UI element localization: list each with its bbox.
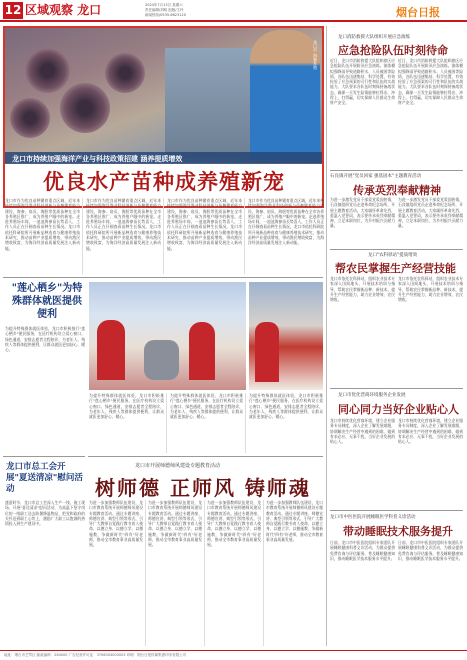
sea-urchin-image (60, 83, 110, 133)
right-story-5-body-a: 日前，龙口市中医医院组织专家团队开展睡眠健康科普义诊活动，为群众提供免费咨询与评估服务，普及睡眠健康知识，推动睡眠医学技术服务水平提升。 (330, 540, 395, 561)
lead-body-col-3: 龙口市作为优良苗种繁育重点区域，近年来持续加强海洋渔业科技创新与苗种繁育能力建设，海参、扇贝、海胆等优质苗种在全市各养殖区推广，成为养殖户眼中的新宠。走进养殖场车间，一池池海参苗长势喜人，工作人员正在仔细查看苗种生长情况。龙口市依托科研院所开展新品种选育与健康养殖技术研究，推动苗种产业提质增效，带动渔民增收致富，为海洋经济高质量发展注入新动能。 (167, 198, 245, 274)
mid-body-col-3: 为提升特殊群体就医体验，龙口市积极推行"莲心栖乡"便民服务，在医疗机构设立爱心窗口、绿色通道，安排志愿者全程陪诊，为老年人、残疾人等群体提供便利，让群众就医更加舒心、暖心。 (170, 393, 246, 453)
section-title: 区域观察 龙口 (25, 3, 102, 17)
divider (88, 456, 323, 457)
header-meta: 2024年7月13日 星期六 责任编辑/刘明 组版/王玲 新闻热线/0535-6623120 (145, 3, 186, 17)
photo-caption: 龙口市持续加强海洋产业与科技政策招建 涵养提质增效 (12, 155, 183, 163)
mid-photo-volunteers (89, 282, 246, 390)
right-story-2-body-a: 为进一步激发党员干部爱党爱国热情，石良镇组织党员走进革命纪念场所，开展主题教育活动。大家缅怀革命先烈，重温入党誓词，表示要传承英烈奉献精神，立足本职岗位，为乡村振兴贡献力量。 (330, 197, 395, 229)
left-story-headline: 龙口市总工会开展"夏送清凉"慰问活动 (6, 462, 83, 494)
right-story-5-headline: 带动睡眠技术服务提升 (343, 525, 453, 538)
bottom-body-col-3: 为进一步加强教师队伍建设，龙口市教育系统开展师德师风建设专题教育活动。通过专题讲座、师德宣讲、典型引领等形式，引导广大教师自觉践行教书育人使命，以德立身、以德立学、以德施教，争做新时代"四有"好老师，推动全市教育事业高质量发展。 (207, 500, 264, 646)
mid-photo-clinic (249, 282, 323, 390)
lead-headline: 优良水产苗种成养殖新宠 (43, 169, 285, 194)
bottom-story-kicker: 龙口市开展师德师风建设专题教育活动 (135, 463, 221, 469)
right-story-1-headline: 应急抢险队伍时刻待命 (338, 44, 448, 57)
right-story-4-body-b: 龙口市持续优化营商环境，建立企业服务专员制度，深入企业了解发展难题，协调解决生产经营中遇到的困难，做到有求必应、无事不扰，当好企业发展的贴心人。 (398, 418, 463, 445)
left-story-body: 盛夏时节，龙口市总工会深入生产一线、施工现场，开展"夏送清凉"慰问活动，为高温下坚守岗位的一线职工送去防暑降温物品，把党和政府的关怀送到职工心坎上，激励广大职工以饱满的热情投入到生产建设中。 (5, 500, 85, 527)
right-story-3-body-a: 龙口市依托农科驿站，组织农业技术专家深入田间地头，开展技术培训与指导，帮助农民掌握新品种、新技术，提升生产经营能力，助力农业增效、农民增收。 (330, 276, 395, 303)
page-footer: 地址：烟台市芝罘区 邮政编码：264000 广告经营许可证：3706004000003 印刷：烟台日报传媒集团印务有限公司 (0, 650, 467, 660)
right-story-5-kicker: 龙口市中医医院开展睡眠医学科普义诊活动 (330, 515, 416, 520)
divider (330, 249, 463, 250)
bottom-body-col-2: 为进一步加强教师队伍建设，龙口市教育系统开展师德师风建设专题教育活动。通过专题讲座、师德宣讲、典型引领等形式，引导广大教师自觉践行教书育人使命，以德立身、以德立学、以德施教，争做新时代"四有"好老师，推动全市教育事业高质量发展。 (148, 500, 205, 646)
volunteer-figure (97, 320, 125, 380)
sea-urchin-image (105, 53, 145, 93)
right-story-2-headline: 传承英烈奉献精神 (353, 184, 441, 197)
divider (330, 510, 463, 511)
mid-story-headline: "莲心栖乡"为特殊群体就医提供便利 (11, 283, 83, 320)
volunteer-figure (189, 322, 215, 380)
right-story-5-body-b: 日前，龙口市中医医院组织专家团队开展睡眠健康科普义诊活动，为群众提供免费咨询与评估服务，普及睡眠健康知识，推动睡眠医学技术服务水平提升。 (398, 540, 463, 561)
tank-image (165, 48, 255, 158)
lead-body-col-1: 龙口市作为优良苗种繁育重点区域，近年来持续加强海洋渔业科技创新与苗种繁育能力建设，海参、扇贝、海胆等优质苗种在全市各养殖区推广，成为养殖户眼中的新宠。走进养殖场车间，一池池海参苗长势喜人，工作人员正在仔细查看苗种生长情况。龙口市依托科研院所开展新品种选育与健康养殖技术研究，推动苗种产业提质增效，带动渔民增收致富，为海洋经济高质量发展注入新动能。 (5, 198, 83, 274)
volunteer-figure (255, 322, 279, 382)
divider (330, 388, 463, 389)
sea-urchin-image (25, 48, 70, 93)
mid-body-col-4: 为提升特殊群体就医体验，龙口市积极推行"莲心栖乡"便民服务，在医疗机构设立爱心窗口、绿色通道，安排志愿者全程陪诊，为老年人、残疾人等群体提供便利，让群众就医更加舒心、暖心。 (249, 393, 323, 420)
lead-body-col-2: 龙口市作为优良苗种繁育重点区域，近年来持续加强海洋渔业科技创新与苗种繁育能力建设，海参、扇贝、海胆等优质苗种在全市各养殖区推广，成为养殖户眼中的新宠。走进养殖场车间，一池池海参苗长势喜人，工作人员正在仔细查看苗种生长情况。龙口市依托科研院所开展新品种选育与健康养殖技术研究，推动苗种产业提质增效，带动渔民增收致富，为海洋经济高质量发展注入新动能。 (86, 198, 164, 274)
divider (330, 170, 463, 171)
page-number: 12 (4, 3, 22, 17)
mid-story-body: 为提升特殊群体就医体验，龙口市积极推行"莲心栖乡"便民服务，在医疗机构设立爱心窗口、绿色通道，安排志愿者全程陪诊，为老年人、残疾人等群体提供便利，让群众就医更加舒心、暖心。 (5, 326, 85, 353)
wheelchair-figure (144, 340, 179, 380)
right-story-4-headline: 同心同力当好企业贴心人 (338, 403, 459, 416)
bottom-body-col-4: 为进一步加强教师队伍建设，龙口市教育系统开展师德师风建设专题教育活动。通过专题讲座、师德宣讲、典型引领等形式，引导广大教师自觉践行教书育人使命，以德立身、以德立学、以德施教，争做新时代"四有"好老师，推动全市教育事业高质量发展。 (266, 500, 323, 543)
divider (3, 456, 85, 457)
newspaper-brand-logo: 烟台日报 (396, 6, 440, 19)
column-divider (326, 26, 327, 646)
right-story-1-kicker: 龙口消防救援大队组织开展应急演练 (338, 35, 410, 40)
bottom-story-headline: 树师德 正师风 铸师魂 (95, 476, 311, 500)
right-story-1-body-b: 近日，龙口市消防救援大队组织辖区应急抢险队伍开展防汛应急演练。演练模拟强降雨导致道路积水、人员被困等险情，各队伍迅速集结、科学处置，有效检验了应急预案的可行性和队伍的实战能力。大队要求各队伍时刻保持备战状态，确保一旦发生险情能够拉得出、冲得上、打得赢，切实保障人民群众生命财产安全。 (398, 58, 463, 106)
lead-body-col-4: 龙口市作为优良苗种繁育重点区域，近年来持续加强海洋渔业科技创新与苗种繁育能力建设，海参、扇贝、海胆等优质苗种在全市各养殖区推广，成为养殖户眼中的新宠。走进养殖场车间，一池池海参苗长势喜人，工作人员正在仔细查看苗种生长情况。龙口市依托科研院所开展新品种选育与健康养殖技术研究，推动苗种产业提质增效，带动渔民增收致富，为海洋经济高质量发展注入新动能。 (248, 198, 324, 246)
divider (3, 277, 323, 278)
mid-body-col-2: 为提升特殊群体就医体验，龙口市积极推行"莲心栖乡"便民服务，在医疗机构设立爱心窗口、绿色通道，安排志愿者全程陪诊，为老年人、残疾人等群体提供便利，让群众就医更加舒心、暖心。 (89, 393, 167, 453)
right-story-4-body-a: 龙口市持续优化营商环境，建立企业服务专员制度，深入企业了解发展难题，协调解决生产经营中遇到的困难，做到有求必应、无事不扰，当好企业发展的贴心人。 (330, 418, 395, 445)
right-story-2-body-b: 为进一步激发党员干部爱党爱国热情，石良镇组织党员走进革命纪念场所，开展主题教育活动。大家缅怀革命先烈，重温入党誓词，表示要传承英烈奉献精神，立足本职岗位，为乡村振兴贡献力量。 (398, 197, 463, 229)
bottom-body-col-1: 为进一步加强教师队伍建设，龙口市教育系统开展师德师风建设专题教育活动。通过专题讲座、师德宣讲、典型引领等形式，引导广大教师自觉践行教书育人使命，以德立身、以德立学、以德施教，争做新时代"四有"好老师，推动全市教育事业高质量发展。 (89, 500, 146, 646)
right-story-3-kicker: 龙口"农科驿站"提质增效 (368, 253, 418, 258)
photo-side-caption: 龙口市 海参养殖 (313, 40, 318, 70)
sea-urchin-image (10, 98, 50, 138)
right-story-1-body-a: 近日，龙口市消防救援大队组织辖区应急抢险队伍开展防汛应急演练。演练模拟强降雨导致道路积水、人员被困等险情，各队伍迅速集结、科学处置，有效检验了应急预案的可行性和队伍的实战能力。大队要求各队伍时刻保持备战状态，确保一旦发生险情能够拉得出、冲得上、打得赢，切实保障人民群众生命财产安全。 (330, 58, 395, 106)
right-story-3-body-b: 龙口市依托农科驿站，组织农业技术专家深入田间地头，开展技术培训与指导，帮助农民掌握新品种、新技术，提升生产经营能力，助力农业增效、农民增收。 (398, 276, 463, 303)
right-story-3-headline: 帮农民掌握生产经营技能 (335, 262, 456, 275)
right-story-2-kicker: 石良镇开展"党员回家 强基固本"主题教育活动 (330, 174, 422, 179)
right-story-4-kicker: 龙口市优化营商环境服务企业发展 (338, 393, 406, 398)
